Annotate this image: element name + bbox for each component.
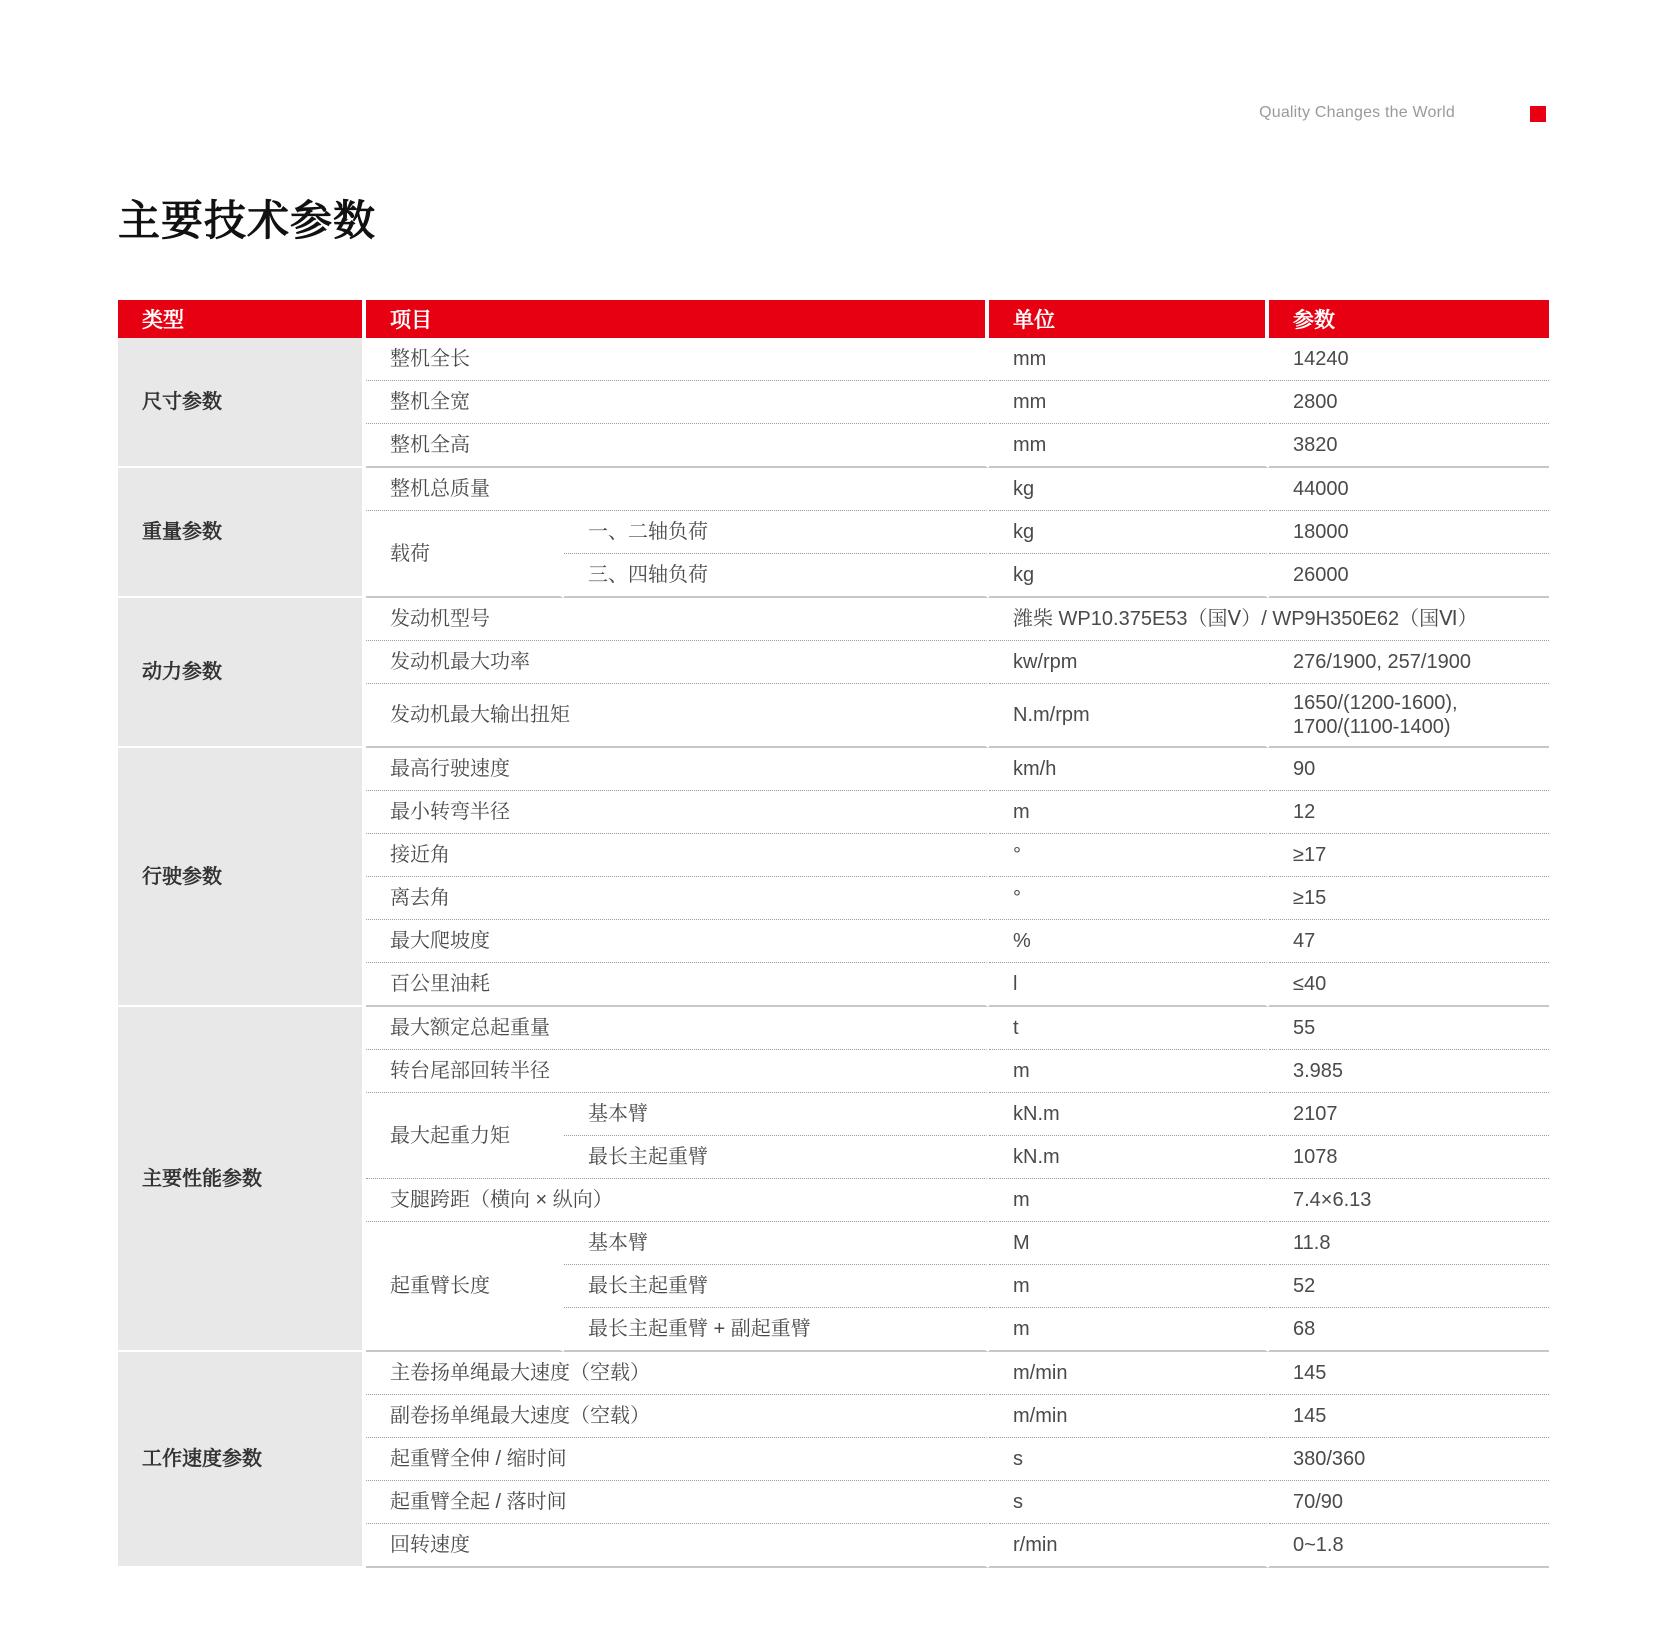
unit-cell: m/min xyxy=(989,1352,1269,1395)
value-cell: ≥17 xyxy=(1269,834,1549,877)
value-cell: 3820 xyxy=(1269,424,1549,468)
value-cell xyxy=(1269,684,1549,748)
unit-cell: % xyxy=(989,920,1269,963)
col-header-value: 参数 xyxy=(1269,300,1549,338)
item-cell: 起重臂长度 xyxy=(366,1222,564,1352)
unit-cell: km/h xyxy=(989,748,1269,791)
subitem-cell: 最长主起重臂 + 副起重臂 xyxy=(564,1308,989,1352)
value-cell: 2107 xyxy=(1269,1093,1549,1136)
table-row xyxy=(118,598,1549,641)
value-cell: 2800 xyxy=(1269,381,1549,424)
value-cell: 380/360 xyxy=(1269,1438,1549,1481)
subitem-cell: 基本臂 xyxy=(564,1093,989,1136)
unit-cell: mm xyxy=(989,424,1269,468)
value-cell: 55 xyxy=(1269,1007,1549,1050)
value-cell: 3.985 xyxy=(1269,1050,1549,1093)
subitem-cell: 基本臂 xyxy=(564,1222,989,1265)
value-cell: 14240 xyxy=(1269,338,1549,381)
unit-cell: kN.m xyxy=(989,1136,1269,1179)
value-cell: 276/1900, 257/1900 xyxy=(1269,641,1549,684)
category-weight: 重量参数 xyxy=(118,468,366,598)
value-cell: 44000 xyxy=(1269,468,1549,511)
value-cell: ≤40 xyxy=(1269,963,1549,1007)
item-cell: 转台尾部回转半径 xyxy=(366,1050,989,1093)
value-line: 1650/(1200-1600), xyxy=(1293,692,1458,714)
subitem-cell: 最长主起重臂 xyxy=(564,1265,989,1308)
item-cell: 发动机最大功率 xyxy=(366,641,989,684)
category-size: 尺寸参数 xyxy=(118,338,366,468)
value-cell: 12 xyxy=(1269,791,1549,834)
item-cell: 起重臂全伸 / 缩时间 xyxy=(366,1438,989,1481)
col-header-unit: 单位 xyxy=(989,300,1269,338)
unit-cell: mm xyxy=(989,338,1269,381)
item-cell: 整机全宽 xyxy=(366,381,989,424)
item-cell: 发动机最大输出扭矩 xyxy=(366,684,989,748)
item-cell: 载荷 xyxy=(366,511,564,598)
item-cell: 起重臂全起 / 落时间 xyxy=(366,1481,989,1524)
value-cell: 0~1.8 xyxy=(1269,1524,1549,1568)
unit-cell: kg xyxy=(989,511,1269,554)
item-cell: 整机总质量 xyxy=(366,468,989,511)
page-title: 主要技术参数 xyxy=(118,197,377,244)
item-cell: 接近角 xyxy=(366,834,989,877)
col-header-item: 项目 xyxy=(366,300,989,338)
value-cell: 7.4×6.13 xyxy=(1269,1179,1549,1222)
value-cell: 18000 xyxy=(1269,511,1549,554)
item-cell: 离去角 xyxy=(366,877,989,920)
item-cell: 最大起重力矩 xyxy=(366,1093,564,1179)
unit-cell: r/min xyxy=(989,1524,1269,1568)
unit-cell: m xyxy=(989,1179,1269,1222)
value-cell: 90 xyxy=(1269,748,1549,791)
header-slogan: Quality Changes the World xyxy=(1259,104,1455,121)
unit-cell: M xyxy=(989,1222,1269,1265)
unit-cell: t xyxy=(989,1007,1269,1050)
value-cell: 145 xyxy=(1269,1352,1549,1395)
value-cell: 潍柴 WP10.375E53（国Ⅴ）/ WP9H350E62（国Ⅵ） xyxy=(989,598,1549,641)
category-travel: 行驶参数 xyxy=(118,748,366,1007)
category-power: 动力参数 xyxy=(118,598,366,748)
table-row xyxy=(118,1007,1549,1050)
value-cell: 145 xyxy=(1269,1395,1549,1438)
value-cell: ≥15 xyxy=(1269,877,1549,920)
unit-cell: kw/rpm xyxy=(989,641,1269,684)
unit-cell: m xyxy=(989,1050,1269,1093)
value-cell: 70/90 xyxy=(1269,1481,1549,1524)
item-cell: 整机全长 xyxy=(366,338,989,381)
item-cell: 百公里油耗 xyxy=(366,963,989,1007)
item-cell: 最高行驶速度 xyxy=(366,748,989,791)
unit-cell: m xyxy=(989,791,1269,834)
item-cell: 整机全高 xyxy=(366,424,989,468)
subitem-cell: 三、四轴负荷 xyxy=(564,554,989,598)
unit-cell: l xyxy=(989,963,1269,1007)
value-cell: 52 xyxy=(1269,1265,1549,1308)
item-cell: 回转速度 xyxy=(366,1524,989,1568)
value-cell: 47 xyxy=(1269,920,1549,963)
unit-cell: m/min xyxy=(989,1395,1269,1438)
unit-cell: ° xyxy=(989,834,1269,877)
table-row xyxy=(118,748,1549,791)
item-cell: 支腿跨距（横向 × 纵向） xyxy=(366,1179,989,1222)
unit-cell: s xyxy=(989,1438,1269,1481)
unit-cell: s xyxy=(989,1481,1269,1524)
item-cell: 主卷扬单绳最大速度（空载） xyxy=(366,1352,989,1395)
subitem-cell: 最长主起重臂 xyxy=(564,1136,989,1179)
brand-square-icon xyxy=(1530,106,1546,122)
item-cell: 最小转弯半径 xyxy=(366,791,989,834)
unit-cell: kN.m xyxy=(989,1093,1269,1136)
col-header-type: 类型 xyxy=(118,300,366,338)
subitem-cell: 一、二轴负荷 xyxy=(564,511,989,554)
value-cell: 68 xyxy=(1269,1308,1549,1352)
value-cell: 1078 xyxy=(1269,1136,1549,1179)
category-performance: 主要性能参数 xyxy=(118,1007,366,1352)
table-header-row xyxy=(118,300,1549,338)
unit-cell: kg xyxy=(989,468,1269,511)
spec-table xyxy=(118,300,1549,1568)
table-row xyxy=(118,1352,1549,1395)
value-cell: 26000 xyxy=(1269,554,1549,598)
table-row xyxy=(118,338,1549,381)
unit-cell: ° xyxy=(989,877,1269,920)
item-cell: 最大额定总起重量 xyxy=(366,1007,989,1050)
unit-cell: kg xyxy=(989,554,1269,598)
unit-cell: m xyxy=(989,1265,1269,1308)
value-line: 1700/(1100-1400) xyxy=(1293,716,1451,738)
unit-cell: N.m/rpm xyxy=(989,684,1269,748)
unit-cell: m xyxy=(989,1308,1269,1352)
item-cell: 最大爬坡度 xyxy=(366,920,989,963)
unit-cell: mm xyxy=(989,381,1269,424)
item-cell: 发动机型号 xyxy=(366,598,989,641)
value-cell: 11.8 xyxy=(1269,1222,1549,1265)
table-row xyxy=(118,468,1549,511)
category-speed: 工作速度参数 xyxy=(118,1352,366,1568)
item-cell: 副卷扬单绳最大速度（空载） xyxy=(366,1395,989,1438)
